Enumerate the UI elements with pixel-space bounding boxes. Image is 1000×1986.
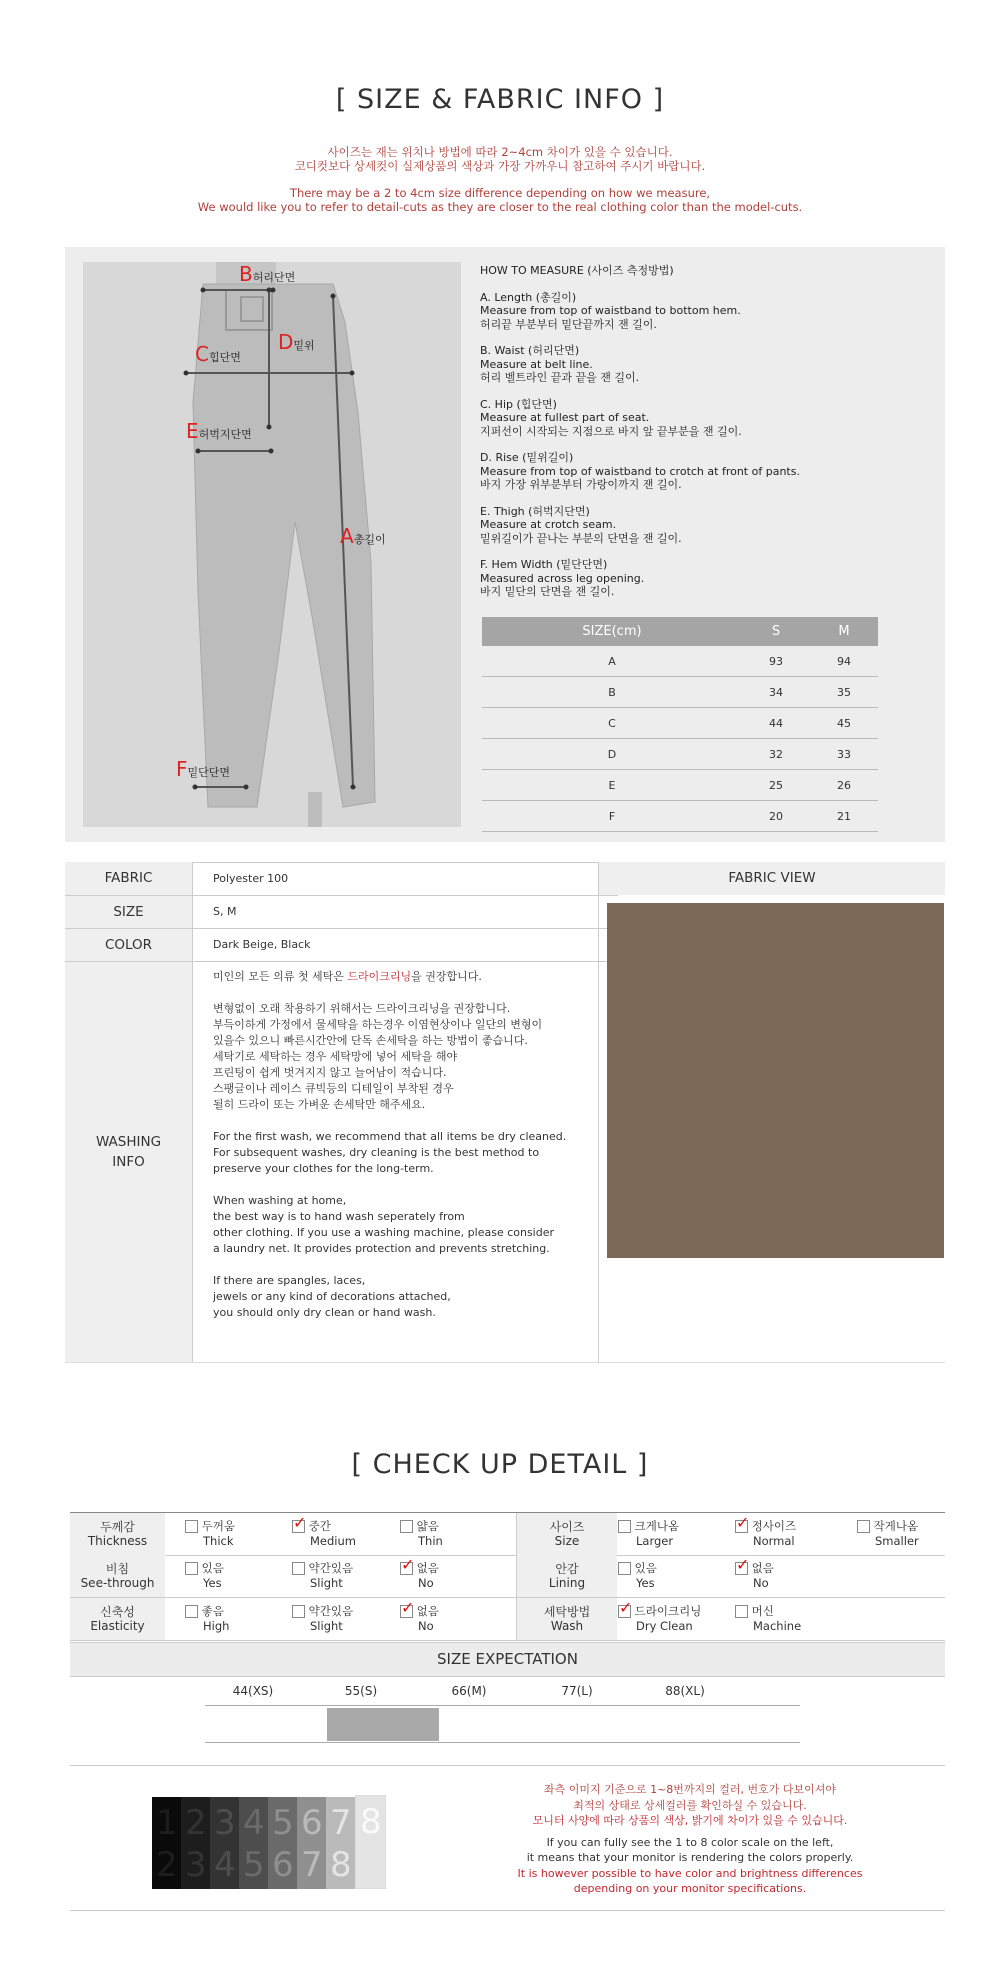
notes-en-1: If you can fully see the 1 to 8 color scale on the left, (546, 1835, 834, 1849)
check-option[interactable]: 있음 Yes (618, 1561, 657, 1591)
pants-illustration (83, 262, 461, 827)
measure-item: F. Hem Width (밑단단면) Measured across leg opening. 바지 밑단의 단면을 잰 길이. (480, 558, 645, 598)
checked-checkbox-icon[interactable] (292, 1520, 305, 1533)
check-option[interactable]: 작게나옴 Smaller (857, 1519, 919, 1549)
check-option[interactable]: 두꺼움 Thick (185, 1519, 235, 1549)
washing-info-text (213, 969, 598, 1337)
check-category-label: 신축성 Elasticity (70, 1598, 165, 1640)
table-row: C 44 45 (482, 708, 878, 739)
color-scale-swatch: 4 5 (239, 1797, 268, 1889)
check-option[interactable]: ✓ 드라이크리닝 Dry Clean (618, 1604, 701, 1634)
size-expectation-scale (205, 1684, 800, 1704)
fabric-view-label: FABRIC VIEW (599, 862, 945, 895)
size-scale-label: 44(XS) (232, 1684, 274, 1698)
size-table-header: SIZE(cm) (482, 617, 742, 646)
label-b: B허리단면 (239, 262, 296, 286)
how-to-measure-heading: HOW TO MEASURE (사이즈 측정방법) (480, 264, 674, 277)
check-option[interactable]: 크게나옴 Larger (618, 1519, 679, 1549)
notice-kr-1: 사이즈는 재는 위치나 방법에 따라 2~4cm 차이가 있을 수 있습니다. (327, 145, 673, 159)
checkbox-icon[interactable] (857, 1520, 870, 1533)
notice-kr-2: 코디컷보다 상세컷이 실제상품의 색상과 가장 가까우니 참고하여 주시기 바랍니다. (294, 159, 706, 173)
checked-checkbox-icon[interactable] (735, 1520, 748, 1533)
washing-kr-detail: 변형없이 오래 착용하기 위해서는 드라이크리닝을 권장합니다. 부득이하게 가정에서 물세탁을 하는경우 이염현상이나 일단의 변형이 있을수 있으니 빠른시간안에 단독 손세탁을 하는 방법이 좋습니다. 세탁기로 세탁하는 경우 세탁망에 넣어 세탁을 해야 프린팅이 쉽게 벗겨지지 않고 늘어남이 적습니다. 스팽글이나 레이스 큐빅등의 디테일이 부착된 경우 될히 드라이 또는 가벼운 손세탁만 해주세요. (213, 1002, 543, 1111)
color-scale-swatch: 7 8 (326, 1797, 355, 1889)
checkbox-icon[interactable] (735, 1605, 748, 1618)
checked-checkbox-icon[interactable] (400, 1562, 413, 1575)
size-scale-label: 77(L) (561, 1684, 593, 1698)
measure-item: A. Length (총길이) Measure from top of waistband to bottom hem. 허리끝 부분부터 밑단끝까지 잰 길이. (480, 290, 741, 331)
checkbox-icon[interactable] (185, 1562, 198, 1575)
checkbox-icon[interactable] (185, 1605, 198, 1618)
notes-kr-red: 모니터 사양에 따라 상품의 색상, 밝기에 차이가 있을 수 있습니다. (532, 1814, 848, 1827)
label-d: D밑위 (278, 330, 315, 354)
check-option[interactable]: 얇음 Thin (400, 1519, 443, 1549)
checkbox-icon[interactable] (185, 1520, 198, 1533)
label-c: C힙단면 (195, 342, 241, 366)
checkbox-icon[interactable] (400, 1520, 413, 1533)
measure-item: C. Hip (힙단면) Measure at fullest part of seat. 지퍼선이 시작되는 지점으로 바지 앞 끝부분을 잰 길이. (480, 397, 742, 438)
table-row: E 25 26 (482, 770, 878, 801)
check-option[interactable]: 약간있음 Slight (292, 1604, 353, 1634)
table-row: A 93 94 (482, 646, 878, 677)
check-option[interactable]: ✓ 없음 No (735, 1561, 774, 1591)
color-scale (152, 1795, 424, 1887)
size-expectation-label: SIZE EXPECTATION (70, 1642, 945, 1677)
size-table-header: M (810, 617, 878, 646)
notes-en-red-2: depending on your monitor specifications. (573, 1882, 807, 1895)
page-title: [ SIZE & FABRIC INFO ] (335, 84, 665, 115)
color-scale-swatch: 2 3 (181, 1797, 210, 1889)
checked-checkbox-icon[interactable] (618, 1605, 631, 1618)
table-row: B 34 35 (482, 677, 878, 708)
color-scale-swatch: 6 7 (297, 1797, 326, 1889)
checked-checkbox-icon[interactable] (735, 1562, 748, 1575)
color-scale-swatch: 5 6 (268, 1797, 297, 1889)
checkbox-icon[interactable] (618, 1520, 631, 1533)
checkbox-icon[interactable] (292, 1562, 305, 1575)
check-category-label: 안감 Lining (517, 1555, 617, 1597)
measure-item: E. Thigh (허벅지단면) Measure at crotch seam. 밑위길이가 끝나는 부분의 단면을 잰 길이. (480, 504, 682, 545)
checkbox-icon[interactable] (618, 1562, 631, 1575)
check-option[interactable]: 좋음 High (185, 1604, 229, 1634)
check-category-label: 사이즈 Size (517, 1513, 617, 1555)
washing-kr-first: 미인의 모든 의류 첫 세탁은 드라이크리닝을 권장합니다. (213, 970, 482, 983)
check-category-label: 비침 See-through (70, 1555, 165, 1597)
notice-en-2: We would like you to refer to detail-cuts as they are closer to the real clothing color than the model-cuts. (197, 200, 803, 214)
color-scale-notes (480, 1782, 900, 1897)
measure-item: B. Waist (허리단면) Measure at belt line. 허리 벨트라인 끝과 끝을 잰 길이. (480, 344, 640, 384)
checkbox-icon[interactable] (292, 1605, 305, 1618)
washing-info-label: WASHING INFO (65, 962, 192, 1362)
notice-en-1: There may be a 2 to 4cm size difference depending on how we measure, (289, 186, 711, 200)
check-row (70, 1598, 945, 1641)
check-row (70, 1555, 945, 1598)
color-scale-swatch: 8 (355, 1795, 386, 1889)
pants-diagram (83, 262, 461, 827)
size-value: S, M (193, 896, 618, 929)
check-option[interactable]: 약간있음 Slight (292, 1561, 353, 1591)
check-option[interactable]: 머신 Machine (735, 1604, 801, 1634)
color-scale-swatch: 3 4 (210, 1797, 239, 1889)
label-e: E허벅지단면 (186, 419, 252, 443)
size-scale-label: 55(S) (344, 1684, 378, 1698)
table-row: D 32 33 (482, 739, 878, 770)
check-option[interactable]: ✓ 없음 No (400, 1561, 439, 1591)
color-value: Dark Beige, Black (193, 929, 618, 962)
washing-en-3: If there are spangles, laces, jewels or any kind of decorations attached, you should only dry clean or hand wash. (213, 1274, 451, 1319)
check-detail-title: [ CHECK UP DETAIL ] (351, 1449, 649, 1480)
washing-en-2: When washing at home, the best way is to hand wash seperately from other clothing. If you use a washing machine, please consider a laundry net. It provides protection and prevents stretching. (213, 1194, 555, 1255)
size-table-header: S (742, 617, 810, 646)
check-category-label: 세탁방법 Wash (517, 1598, 617, 1640)
size-table (482, 617, 878, 832)
size-scale-label: 66(M) (451, 1684, 487, 1698)
notes-kr-1: 좌측 이미지 기준으로 1~8번까지의 컬러, 번호가 다보이셔야 (543, 1783, 837, 1796)
size-expectation-bar (327, 1708, 439, 1741)
check-option[interactable]: ✓ 중간 Medium (292, 1519, 356, 1549)
label-f: F밑단단면 (176, 757, 231, 781)
notes-en-2: it means that your monitor is rendering the colors properly. (526, 1851, 854, 1864)
fabric-swatch (607, 903, 944, 1258)
fabric-value: Polyester 100 (193, 862, 618, 896)
notes-kr-2: 최적의 상태로 상세컬러를 확인하실 수 있습니다. (573, 1798, 807, 1812)
check-category-label: 두께감 Thickness (70, 1513, 165, 1555)
check-option[interactable]: 있음 Yes (185, 1561, 224, 1591)
check-option[interactable]: ✓ 정사이즈 Normal (735, 1519, 796, 1549)
notes-en-red-1: It is however possible to have color and brightness differences (517, 1866, 863, 1880)
washing-en-1: For the first wash, we recommend that all items be dry cleaned. For subsequent washes, dry cleaning is the best method to preserve your clothes for the long-term. (213, 1130, 567, 1175)
size-scale-label: 88(XL) (665, 1684, 705, 1698)
label-a: A총길이 (340, 524, 386, 548)
check-row (70, 1512, 945, 1556)
measure-item: D. Rise (밑위길이) Measure from top of waistband to crotch at front of pants. 바지 가장 위부분부터 가랑이까지 잰 길이. (480, 451, 800, 491)
table-row: F 20 21 (482, 801, 878, 832)
how-to-measure (480, 264, 920, 612)
color-scale-swatch: 1 2 (152, 1797, 181, 1889)
check-option[interactable]: ✓ 없음 No (400, 1604, 439, 1634)
color-label: COLOR (65, 929, 192, 962)
size-label: SIZE (65, 896, 192, 929)
checked-checkbox-icon[interactable] (400, 1605, 413, 1618)
fabric-label: FABRIC (65, 862, 192, 896)
